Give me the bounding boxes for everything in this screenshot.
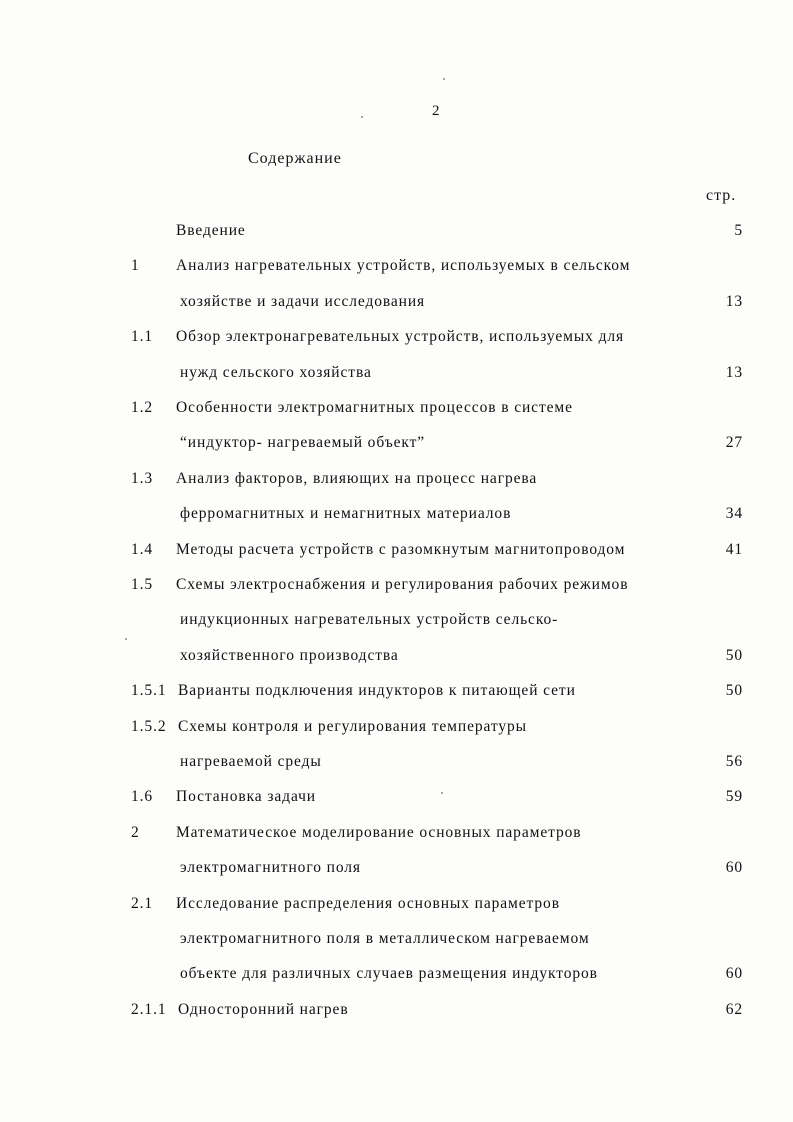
toc-page-number: 62 [725,1000,743,1018]
toc-entry-text: Анализ факторов, влияющих на процесс нагрева [176,469,538,487]
toc-line [0,328,793,350]
toc-entry-text: Исследование распределения основных параметров [176,894,560,912]
toc-page-number: 50 [725,682,743,700]
toc-page-number: 56 [725,753,743,770]
toc-line [0,647,793,669]
toc-entry-text: индукционных нагревательных устройств сельско- [180,611,559,629]
toc-entry-text: Схемы контроля и регулирования температуры [178,717,527,735]
toc-section-number: 1.4 [131,540,154,558]
toc-entry-text: Обзор электронагревательных устройств, используемых для [176,328,625,346]
toc-page-number: 34 [725,505,743,523]
toc-entry-text: объекте для различных случаев размещения индукторов [180,965,598,983]
toc-section-number: 1.5 [131,576,154,593]
toc-entry-text: нужд сельского хозяйства [180,363,372,381]
toc-section-number: 1.6 [131,788,154,806]
toc-line [0,470,793,492]
toc-line [0,1001,793,1023]
toc-entry-text: Введение [176,222,246,239]
toc-line [0,541,793,563]
toc-line [0,364,793,386]
toc-line [0,434,793,456]
toc-page-number: 27 [725,434,743,452]
toc-section-number: 1.1 [131,328,154,346]
toc-section-number: 1.3 [131,469,154,487]
toc-line [0,611,793,633]
toc-line [0,257,793,279]
toc-line [0,293,793,315]
toc-entry-text: Схемы электроснабжения и регулирования рабочих режимов [176,576,629,593]
page-column-label: стр. [706,187,737,204]
toc-line [0,505,793,527]
toc-entry-text: Методы расчета устройств с разомкнутым магнитопроводом [176,540,626,558]
toc-entry-text: электромагнитного поля [180,859,361,877]
toc-line [0,753,793,775]
toc-entry-text: ферромагнитных и немагнитных материалов [180,505,512,523]
toc-page-number: 50 [725,646,743,664]
toc-section-number: 1.2 [131,399,154,416]
toc-section-number: 2.1 [131,894,154,912]
toc-entry-text: Особенности электромагнитных процессов в системе [176,399,573,416]
toc-page-number: 60 [725,859,743,877]
toc-page-number: 13 [725,292,743,310]
toc-section-number: 1 [131,257,140,275]
toc-line [0,718,793,740]
toc-section-number: 1.5.1 [131,682,167,700]
toc-entry-text: Постановка задачи [176,788,317,806]
toc-entry-text: Односторонний нагрев [178,1000,349,1018]
toc-section-number: 2 [131,823,140,841]
toc-entry-text: Анализ нагревательных устройств, используемых в сельском [176,257,631,275]
toc-line [0,222,793,244]
toc-entry-text: нагреваемой среды [180,753,322,770]
toc-line [0,824,793,846]
toc-entry-text: хозяйстве и задачи исследования [180,292,426,310]
page-number: 2 [432,103,440,119]
toc-line [0,788,793,810]
toc-entry-text: Варианты подключения индукторов к питающей сети [178,682,576,700]
toc-line [0,895,793,917]
toc-line [0,682,793,704]
toc-section-number: 1.5.2 [131,717,167,735]
scan-speck [441,792,443,794]
toc-page-number: 13 [725,363,743,381]
toc-entry-text: Математическое моделирование основных параметров [176,823,582,841]
toc-entry-text: “индуктор- нагреваемый объект” [180,434,426,452]
scan-speck [443,78,445,80]
toc-page-number: 59 [725,788,743,806]
toc-line [0,576,793,598]
toc-line [0,399,793,421]
scan-speck [361,116,363,118]
toc-entry-text: электромагнитного поля в металлическом нагреваемом [180,930,590,947]
toc-line [0,930,793,952]
toc-line [0,859,793,881]
page-title: Содержание [248,150,342,167]
toc-page-number: 60 [725,965,743,983]
toc-line [0,965,793,987]
scan-speck [125,638,127,640]
toc-page-number: 5 [734,222,743,239]
toc-section-number: 2.1.1 [131,1000,167,1018]
toc-page-number: 41 [725,540,743,558]
toc-entry-text: хозяйственного производства [180,646,399,664]
